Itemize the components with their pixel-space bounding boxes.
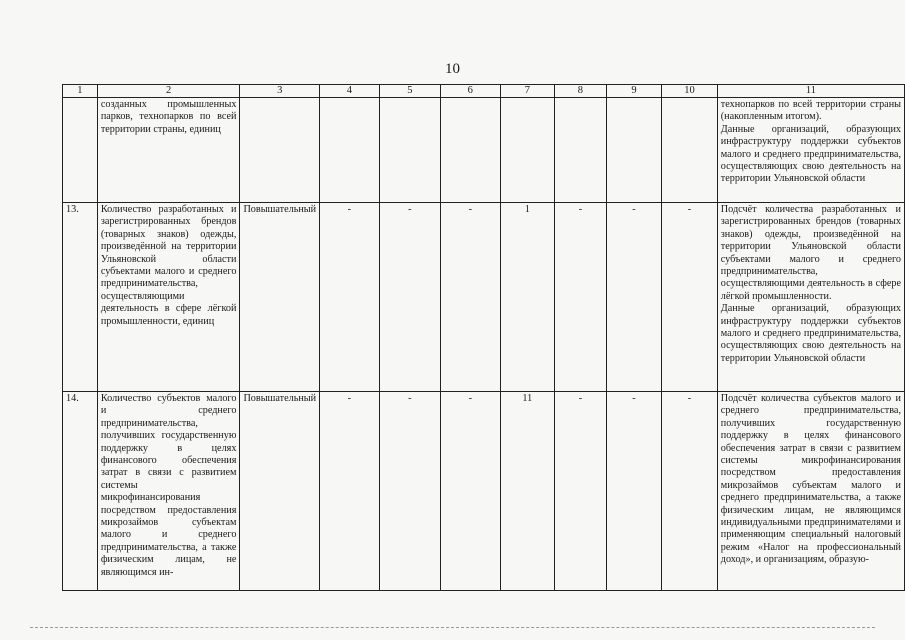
indicator-name: Количество разработанных и зарегистрированных брендов (товарных знаков) одежды, произведённой на территории Ульяновской области субъектами малого и среднего предпринимательства, осуществляющими деятельность в сфере лёгкой промышленности, единиц (97, 203, 240, 392)
value-cell (555, 98, 607, 203)
column-header: 6 (441, 85, 500, 98)
value-cell: - (555, 203, 607, 392)
column-header: 10 (662, 85, 718, 98)
table-header-row (63, 85, 905, 98)
value-cell: - (606, 392, 662, 591)
indicator-name: созданных промышленных парков, технопарков по всей территории страны, единиц (97, 98, 240, 203)
column-header: 4 (320, 85, 379, 98)
value-cell: - (555, 392, 607, 591)
value-cell (441, 98, 500, 203)
value-cell (320, 98, 379, 203)
value-cell (500, 98, 555, 203)
row-number (63, 98, 98, 203)
indicator-direction: Повышательный (240, 392, 320, 591)
indicator-direction (240, 98, 320, 203)
value-cell: - (379, 203, 440, 392)
row-number: 13. (63, 203, 98, 392)
table-row (63, 392, 905, 591)
indicator-direction: Повышательный (240, 203, 320, 392)
column-header: 8 (555, 85, 607, 98)
value-cell: 1 (500, 203, 555, 392)
calculation-method: технопарков по всей территории страны (накопленным итогом). Данные организаций, образующих инфраструктуру поддержки субъектов малого и среднего предпринимательства, осуществляющих свою деятельность на территории Ульяновской области (717, 98, 904, 203)
row-number: 14. (63, 392, 98, 591)
value-cell (662, 98, 718, 203)
calculation-method: Подсчёт количества субъектов малого и среднего предпринимательства, получивших государственную поддержку в целях финансового обеспечения затрат в связи с развитием системы микрофинансирования посредством предоставления микрозаймов субъектам малого и среднего предпринимательства, а также физическим лицам, не являющимся индивидуальными предпринимателями и применяющим специальный налоговый режим «Налог на профессиональный доход», и организациям, образую- (717, 392, 904, 591)
column-header: 11 (717, 85, 904, 98)
value-cell: - (662, 392, 718, 591)
page-bottom-edge (30, 627, 875, 629)
value-cell: - (662, 203, 718, 392)
value-cell (606, 98, 662, 203)
column-header: 1 (63, 85, 98, 98)
value-cell: - (320, 392, 379, 591)
value-cell: - (606, 203, 662, 392)
value-cell: - (379, 392, 440, 591)
indicator-name: Количество субъектов малого и среднего предпринимательства, получивших государственную поддержку в целях финансового обеспечения затрат в связи с развитием системы микрофинансирования посредством предоставления микрозаймов субъектам малого и среднего предпринимательства, а также физическим лицам, не являющимся ин- (97, 392, 240, 591)
column-header: 5 (379, 85, 440, 98)
column-header: 3 (240, 85, 320, 98)
value-cell (379, 98, 440, 203)
calculation-method: Подсчёт количества разработанных и зарегистрированных брендов (товарных знаков) одежды, произведённой на территории Ульяновской области субъектами малого и среднего предпринимательства, осуществляющими деятельность в сфере лёгкой промышленности. Данные организаций, образующих инфраструктуру поддержки субъектов малого и среднего предпринимательства, осуществляющих свою деятельность на территории Ульяновской области (717, 203, 904, 392)
table-row (63, 203, 905, 392)
column-header: 9 (606, 85, 662, 98)
column-header: 2 (97, 85, 240, 98)
page-number: 10 (445, 61, 460, 77)
indicator-table (62, 84, 905, 591)
value-cell: 11 (500, 392, 555, 591)
value-cell: - (320, 203, 379, 392)
value-cell: - (441, 392, 500, 591)
table-row (63, 98, 905, 203)
column-header: 7 (500, 85, 555, 98)
value-cell: - (441, 203, 500, 392)
